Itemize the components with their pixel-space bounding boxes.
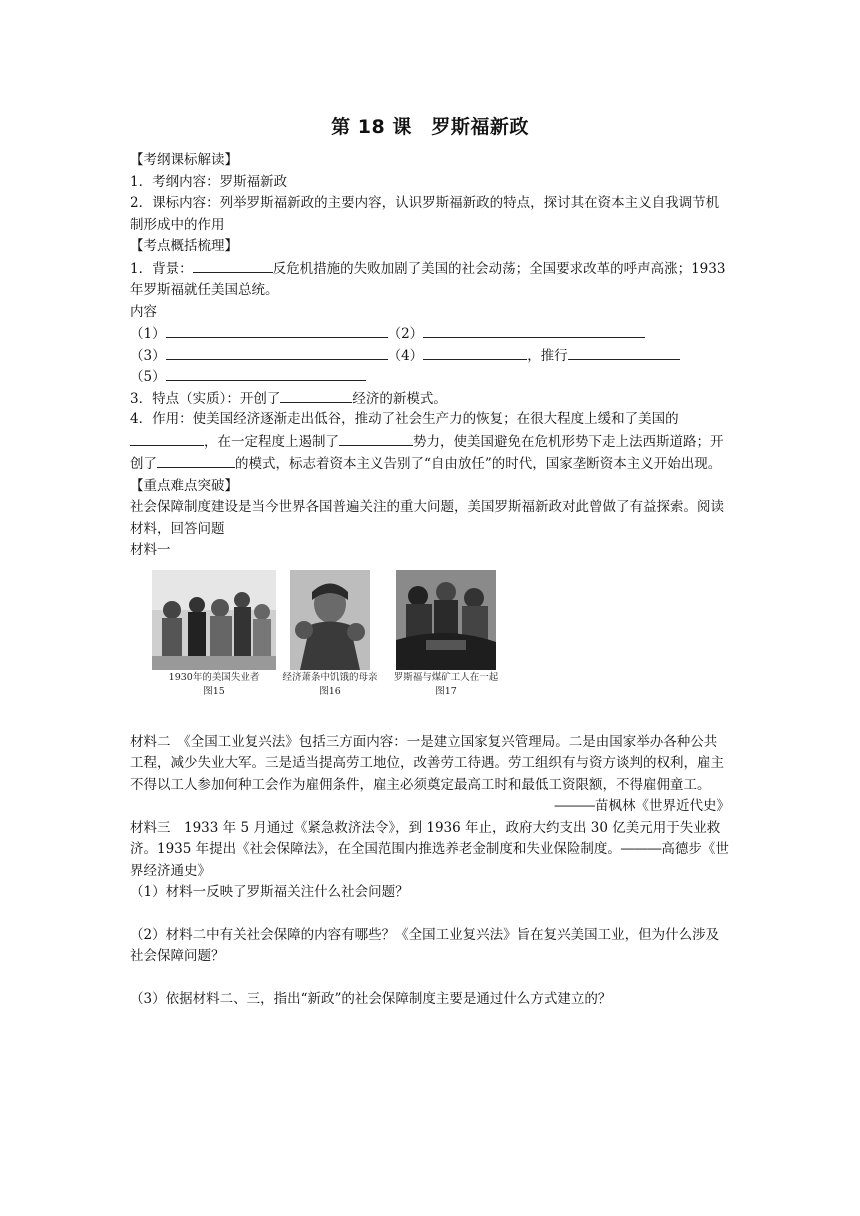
item-num: （3） [130, 347, 166, 364]
feature-label: 3．特点（实质）：开创了 [130, 390, 281, 407]
content-row-3 [130, 366, 730, 388]
answer-space [130, 968, 730, 989]
photo-hungry-mother [290, 570, 370, 670]
item-text: ，推行 [527, 347, 568, 364]
section-heading-key: 【重点难点突破】 [130, 477, 238, 494]
effect-text: 4．作用：使美国经济逐渐走出低谷，推动了社会生产力的恢复；在很大程度上缓和了美国的 [130, 411, 679, 427]
figure-number: 图16 [319, 685, 341, 697]
photo-roosevelt-miners [396, 570, 496, 670]
content-row-2 [130, 345, 730, 367]
figure-15 [152, 570, 276, 698]
item-num: （4） [387, 347, 424, 364]
item-num: （1） [130, 326, 166, 342]
figure-number: 图15 [203, 685, 225, 697]
blank-line [423, 345, 527, 360]
question-3: （3）依据材料二、三，指出“新政”的社会保障制度主要是通过什么方式建立的？ [130, 990, 612, 1007]
blank-line [166, 323, 388, 338]
blank-line [280, 388, 352, 403]
blank-line [423, 323, 645, 338]
figures-row [130, 562, 730, 732]
background-label: 1．背景： [130, 260, 193, 277]
document-body [130, 150, 730, 1010]
blank-line [166, 366, 366, 381]
background-item [130, 258, 730, 302]
effect-text: 的模式，标志着资本主义告别了“自由放任”的时代，国家垄断资本主义开始出现。 [235, 456, 722, 472]
question-1: （1）材料一反映了罗斯福关注什么社会问题？ [130, 884, 409, 900]
figure-caption: 罗斯福与煤矿工人在一起 [393, 671, 499, 683]
figure-17 [393, 570, 499, 698]
blank-line [166, 345, 388, 360]
figure-number: 图17 [435, 685, 457, 697]
content-label: 内容 [130, 303, 157, 320]
material-3: 材料三 1933 年 5 月通过《紧急救济法令》，到 1936 年止，政府大约支出 30 亿美元用于失业救济。1935 年提出《社会保障法》，在全国范围内推选养老金制度和失业保险制度。―――高德步《世界经济通史》 [130, 819, 729, 879]
effect-item [130, 409, 730, 476]
blank-line [568, 345, 680, 360]
section-heading-summary: 【考点概括梳理】 [130, 238, 238, 254]
item-num: （2） [387, 326, 424, 342]
intro-text: 社会保障制度建设是当今世界各国普遍关注的重大问题，美国罗斯福新政对此曾做了有益探索。阅读材料，回答问题 [130, 499, 724, 537]
material-2-source: ―――苗枫林《世界近代史》 [554, 798, 730, 814]
photo-unemployed [152, 570, 276, 670]
feature-item [130, 388, 730, 410]
figure-16 [282, 570, 378, 698]
effect-text: ，在一定程度上遏制了 [204, 433, 339, 450]
answer-space [130, 904, 730, 925]
background-text: 反危机措施的失败加剧了美国的社会动荡；全国要求改革的呼声高涨；1933 年罗斯福就任美国总统。 [130, 260, 726, 298]
item-num: （5） [130, 369, 166, 385]
blank-line [130, 431, 204, 446]
section-heading-outline: 【考纲课标解读】 [130, 152, 238, 168]
material-2: 材料二 《全国工业复兴法》包括三方面内容：一是建立国家复兴管理局。二是由国家举办各种公共工程，减少失业大军。三是适当提高劳工地位，改善劳工待遇。劳工组织有与资方谈判的权利，雇主不得以工人参加何种工会作为雇佣条件，雇主必须奠定最高工时和最低工资限额，不得雇佣童工。 [130, 733, 724, 793]
blank-line [339, 431, 413, 446]
figure-caption: 1930年的美国失业者 [168, 671, 260, 683]
effect-text: 势力，使美国避免在危机形势下走上法西斯道路；开创了 [130, 433, 724, 472]
outline-content: 1．考纲内容：罗斯福新政 [130, 173, 288, 190]
blank-line [157, 453, 235, 468]
feature-text: 经济的新模式。 [352, 390, 447, 407]
material-1-label: 材料一 [130, 542, 171, 558]
curriculum-content: 2．课标内容：列举罗斯福新政的主要内容，认识罗斯福新政的特点，探讨其在资本主义自我调节机制形成中的作用 [130, 195, 720, 233]
page-title: 第 18 课 罗斯福新政 [331, 116, 529, 138]
question-2: （2）材料二中有关社会保障的内容有哪些？《全国工业复兴法》旨在复兴美国工业，但为什么涉及社会保障问题？ [130, 926, 720, 964]
content-row-1 [130, 323, 730, 345]
blank-line [193, 258, 273, 273]
figure-caption: 经济萧条中饥饿的母亲 [282, 671, 378, 683]
